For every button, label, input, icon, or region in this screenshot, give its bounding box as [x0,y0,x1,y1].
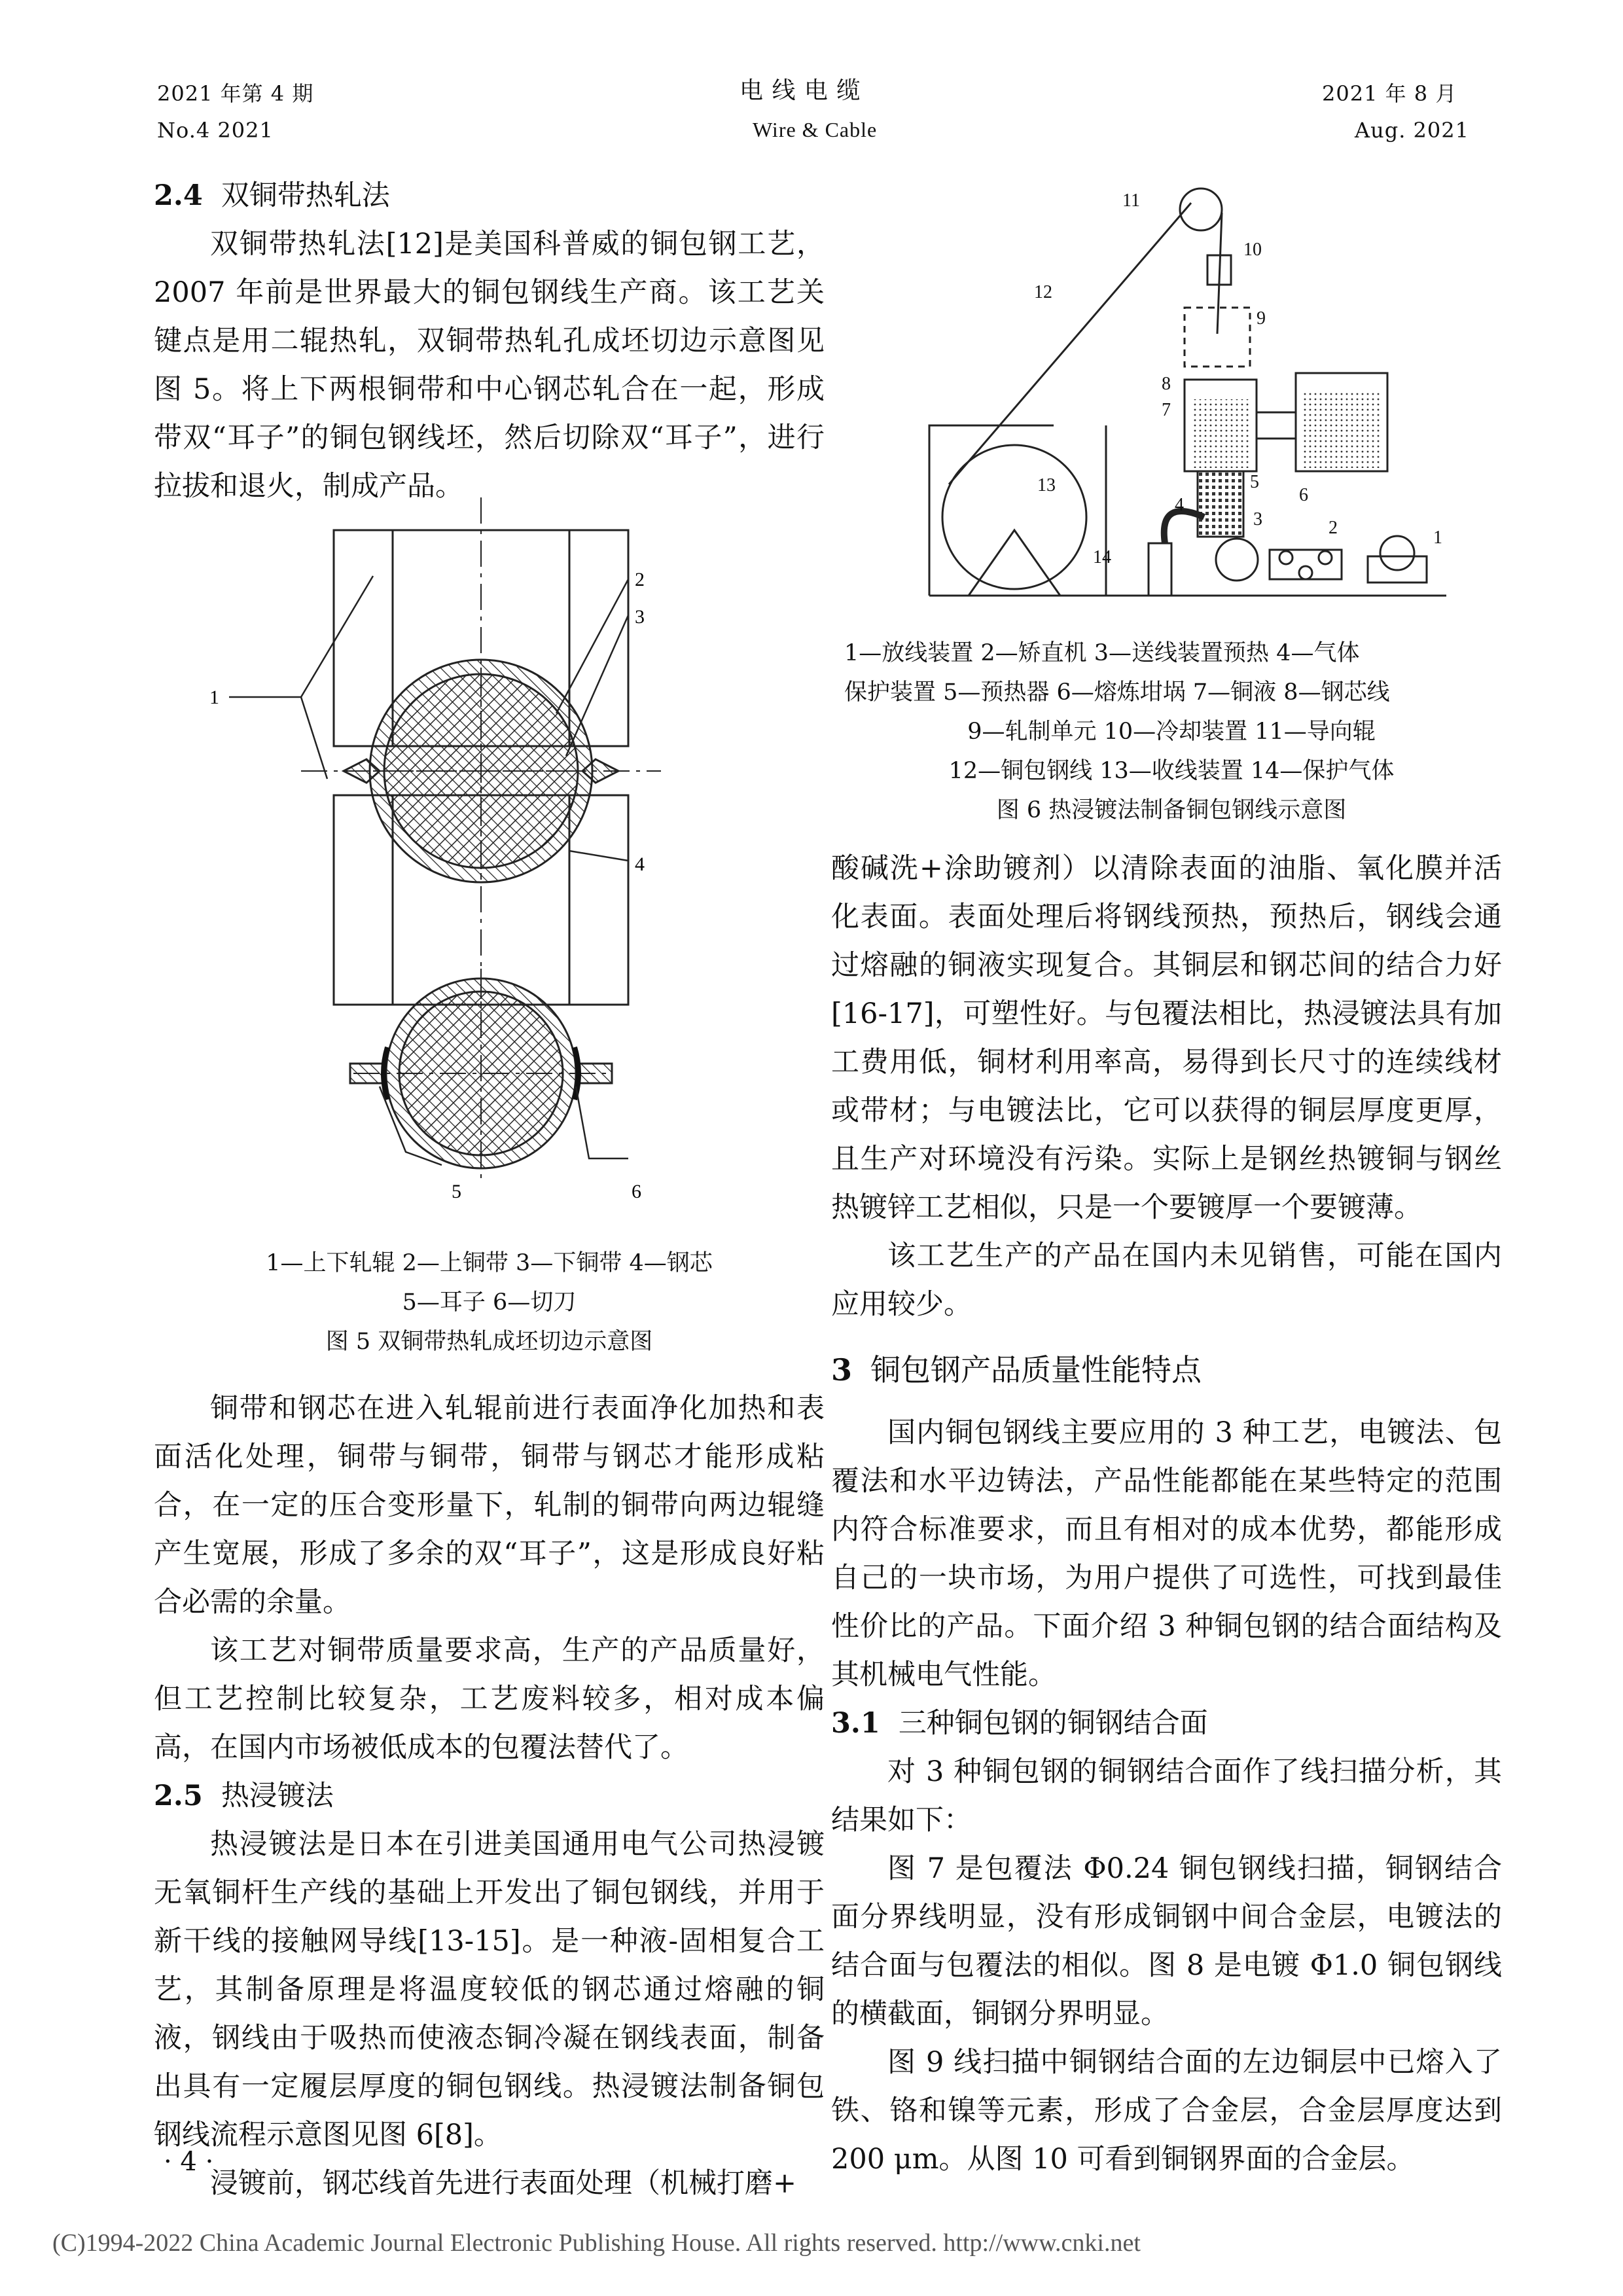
figure-6-diagram [910,177,1472,628]
paragraph: 该工艺生产的产品在国内未见销售，可能在国内应用较少。 [831,1240,1502,1321]
fig6-label-1: 1 [1433,528,1442,548]
section-number: 3 [831,1352,853,1388]
section-title: 三种铜包钢的铜钢结合面 [898,1707,1208,1740]
header-journal-title: 电 线 电 缆 [740,77,861,104]
figure-6-legend-line4: 12—铜包钢线 13—收线装置 14—保护气体 [948,758,1395,784]
section-number: 2.5 [154,1780,203,1812]
page-number: · 4 · [164,2147,214,2177]
section-title: 热浸镀法 [221,1780,334,1812]
section-2-5-heading [154,1772,825,1820]
fig6-label-2: 2 [1329,518,1338,538]
fig6-label-5: 5 [1250,472,1259,492]
copyright-footer: (C)1994-2022 China Academic Journal Electronic Publishing House. All rights reserved. http://www.cnki.net [52,2229,1141,2257]
section-number: 2.4 [154,179,203,212]
paragraph: 铜带和钢芯在进入轧辊前进行表面净化加热和表面活化处理，铜带与铜带，铜带与钢芯才能形成粘合，在一定的压合变形量下，轧制的铜带向两边辊缝产生宽展，形成了多余的双“耳子”，这是形成良好粘合必需的余量。 [154,1392,825,1619]
section-2-4-heading [154,171,825,220]
paragraph: 该工艺对铜带质量要求高，生产的产品质量好，但工艺控制比较复杂，工艺废料较多，相对成本偏高，在国内市场被低成本的包覆法替代了。 [154,1634,825,1764]
fig6-label-14: 14 [1093,547,1111,567]
fig5-label-4: 4 [635,853,645,875]
fig5-label-2: 2 [635,569,645,590]
header-right-date: 2021 年 8 月 [1322,81,1457,106]
paragraph: 双铜带热轧法[12]是美国科普威的铜包钢工艺，2007 年前是世界最大的铜包钢线生产商。该工艺关键点是用二辊热轧，双铜带热轧孔成坯切边示意图见图 5。将上下两根铜带和中心钢芯轧合在一起，形成带双“耳子”的铜包钢线坯，然后切除双“耳子”，进行拉拔和退火，制成产品。 [154,228,825,503]
paragraph: 国内铜包钢线主要应用的 3 种工艺，电镀法、包覆法和水平边铸法，产品性能都能在某些特定的范围内符合标准要求，而且有相对的成本优势，都能形成自己的一块市场，为用户提供了可选性，可找到最佳性价比的产品。下面介绍 3 种铜包钢的结合面结构及其机械电气性能。 [831,1416,1502,1691]
fig5-label-3: 3 [635,606,645,628]
left-column-top [154,171,825,511]
section-number: 3.1 [831,1707,880,1740]
fig6-label-11: 11 [1122,190,1140,211]
fig6-label-7: 7 [1162,400,1171,420]
section-3-1-heading [831,1699,1502,1748]
fig6-label-6: 6 [1299,485,1308,505]
fig6-label-9: 9 [1257,308,1266,329]
section-title: 双铜带热轧法 [221,179,390,212]
figure-6-legend-line3: 9—轧制单元 10—冷却装置 11—导向辊 [967,719,1376,745]
fig6-label-8: 8 [1162,374,1171,394]
fig6-label-3: 3 [1253,509,1262,529]
figure-5-legend-line1: 1—上下轧辊 2—上铜带 3—下铜带 4—钢芯 [266,1250,713,1276]
fig5-label-5: 5 [452,1181,461,1202]
fig5-label-6: 6 [632,1181,641,1202]
figure-6-legend-line1: 1—放线装置 2—矫直机 3—送线装置预热 4—气体 [844,640,1360,666]
header-left-issue: 2021 年第 4 期 [157,81,314,106]
paragraph: 对 3 种铜包钢的铜钢结合面作了线扫描分析，其结果如下： [831,1755,1502,1837]
paragraph: 图 7 是包覆法 Φ0.24 铜包钢线扫描，铜钢结合面分界线明显，没有形成铜钢中间合金层，电镀法的结合面与包覆法的相似。图 8 是电镀 Φ1.0 铜包钢线的横截面，铜钢分界明显。 [831,1852,1502,2030]
left-column-bottom [154,1384,825,2208]
header-right-date-en: Aug. 2021 [1355,118,1469,143]
section-3-heading [831,1346,1502,1394]
figure-5-legend-line2: 5—耳子 6—切刀 [402,1289,577,1316]
right-column [831,844,1502,2183]
fig5-label-1: 1 [209,687,219,708]
paragraph: 图 9 线扫描中铜钢结合面的左边铜层中已熔入了铁、铬和镍等元素，形成了合金层，合金层厚度达到 200 μm。从图 10 可看到铜钢界面的合金层。 [831,2046,1502,2176]
fig6-label-4: 4 [1175,495,1184,515]
fig6-label-10: 10 [1243,240,1262,260]
paragraph: 酸碱洗+涂助镀剂）以清除表面的油脂、氧化膜并活化表面。表面处理后将钢线预热，预热后，钢线会通过熔融的铜液实现复合。其铜层和钢芯间的结合力好[16-17]，可塑性好。与包覆法相比，热浸镀法具有加工费用低，铜材利用率高，易得到长尺寸的连续线材或带材；与电镀法比，它可以获得的铜层厚度更厚，且生产对环境没有污染。实际上是钢丝热镀铜与钢丝热镀锌工艺相似，只是一个要镀厚一个要镀薄。 [831,852,1502,1224]
figure-6-legend-line2: 保护装置 5—预热器 6—熔炼坩埚 7—铜液 8—钢芯线 [844,679,1390,706]
header-left-number: No.4 2021 [157,118,274,143]
section-title: 铜包钢产品质量性能特点 [870,1352,1202,1388]
fig6-label-13: 13 [1037,475,1056,495]
header-journal-title-en: Wire & Cable [753,118,878,141]
paragraph: 浸镀前，钢芯线首先进行表面处理（机械打磨+ [210,2167,797,2200]
paragraph: 热浸镀法是日本在引进美国通用电气公司热浸镀无氧铜杆生产线的基础上开发出了铜包钢线，并用于新干线的接触网导线[13-15]。是一种液-固相复合工艺，其制备原理是将温度较低的钢芯通过熔融的铜液，钢线由于吸热而使液态铜冷凝在钢线表面，制备出具有一定履层厚度的铜包钢线。热浸镀法制备铜包钢线流程示意图见图 6[8]。 [154,1828,825,2151]
figure-6-caption: 图 6 热浸镀法制备铜包钢线示意图 [996,797,1347,823]
figure-5-diagram [203,497,779,1237]
figure-5-caption: 图 5 双铜带热轧成坯切边示意图 [325,1329,653,1355]
fig6-label-12: 12 [1034,282,1052,302]
